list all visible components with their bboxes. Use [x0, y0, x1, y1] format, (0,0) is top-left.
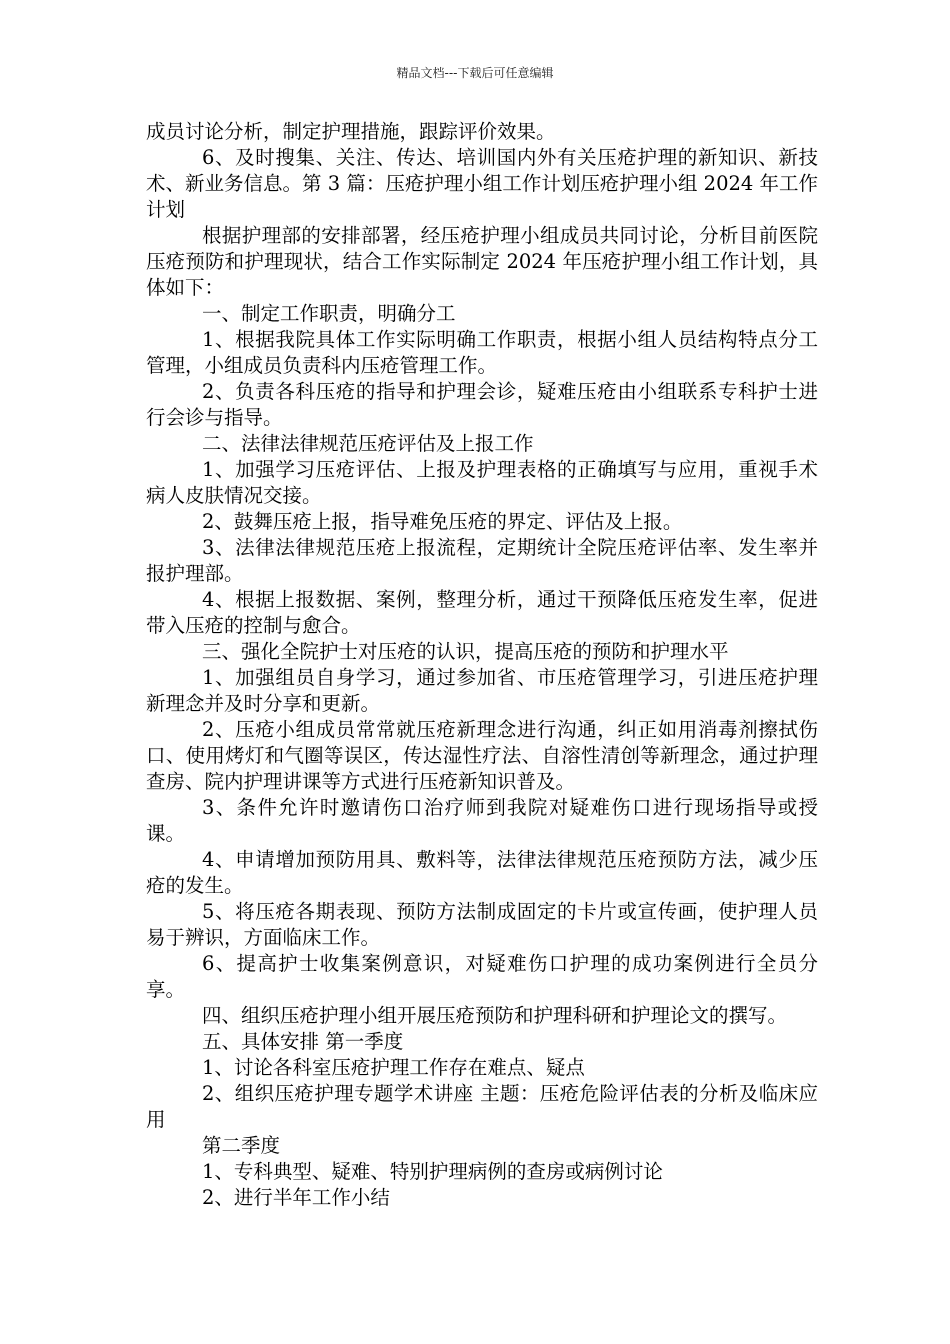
section-heading: 五、具体安排 第一季度	[202, 1030, 404, 1053]
paragraph: 5、将压疮各期表现、预防方法制成固定的卡片或宣传画，使护理人员易于辨识，方面临床工作。	[146, 900, 818, 949]
section-heading: 三、强化全院护士对压疮的认识，提高压疮的预防和护理水平	[202, 640, 729, 663]
section-heading: 二、法律法律规范压疮评估及上报工作	[202, 432, 534, 455]
paragraph: 1、根据我院具体工作实际明确工作职责，根据小组人员结构特点分工管理，小组成员负责科内压疮管理工作。	[146, 328, 818, 377]
section-heading: 四、组织压疮护理小组开展压疮预防和护理科研和护理论文的撰写。	[202, 1004, 788, 1027]
paragraph: 1、讨论各科室压疮护理工作存在难点、疑点	[202, 1056, 585, 1079]
paragraph: 成员讨论分析，制定护理措施，跟踪评价效果。	[146, 120, 556, 143]
paragraph: 1、加强学习压疮评估、上报及护理表格的正确填写与应用，重视手术病人皮肤情况交接。	[146, 458, 818, 507]
paragraph: 2、负责各科压疮的指导和护理会诊，疑难压疮由小组联系专科护士进行会诊与指导。	[146, 380, 818, 429]
paragraph: 6、提高护士收集案例意识，对疑难伤口护理的成功案例进行全员分享。	[146, 952, 818, 1001]
paragraph: 1、加强组员自身学习，通过参加省、市压疮管理学习，引进压疮护理新理念并及时分享和更新。	[146, 666, 818, 715]
paragraph: 2、组织压疮护理专题学术讲座 主题：压疮危险评估表的分析及临床应用	[146, 1082, 818, 1131]
page-header: 精品文档---下载后可任意编辑	[396, 66, 554, 80]
paragraph: 根据护理部的安排部署，经压疮护理小组成员共同讨论，分析目前医院压疮预防和护理现状，结合工作实际制定 2024 年压疮护理小组工作计划，具体如下：	[146, 224, 818, 299]
paragraph: 3、条件允许时邀请伤口治疗师到我院对疑难伤口进行现场指导或授课。	[146, 796, 818, 845]
paragraph: 2、进行半年工作小结	[202, 1186, 390, 1209]
paragraph: 3、法律法律规范压疮上报流程，定期统计全院压疮评估率、发生率并报护理部。	[146, 536, 818, 585]
paragraph: 4、根据上报数据、案例，整理分析，通过干预降低压疮发生率，促进带入压疮的控制与愈合。	[146, 588, 818, 637]
section-heading: 一、制定工作职责，明确分工	[202, 302, 456, 325]
paragraph: 2、压疮小组成员常常就压疮新理念进行沟通，纠正如用消毒剂擦拭伤口、使用烤灯和气圈等误区，传达湿性疗法、自溶性清创等新理念，通过护理查房、院内护理讲课等方式进行压疮新知识普及。	[146, 718, 818, 793]
paragraph: 2、鼓舞压疮上报，指导难免压疮的界定、评估及上报。	[202, 510, 683, 533]
paragraph: 4、申请增加预防用具、敷料等，法律法律规范压疮预防方法，减少压疮的发生。	[146, 848, 818, 897]
paragraph: 1、专科典型、疑难、特别护理病例的查房或病例讨论	[202, 1160, 663, 1183]
subsection-heading: 第二季度	[202, 1134, 281, 1157]
paragraph: 6、及时搜集、关注、传达、培训国内外有关压疮护理的新知识、新技术、新业务信息。第 3 篇：压疮护理小组工作计划压疮护理小组 2024 年工作计划	[146, 146, 818, 221]
document-body	[146, 119, 818, 1211]
